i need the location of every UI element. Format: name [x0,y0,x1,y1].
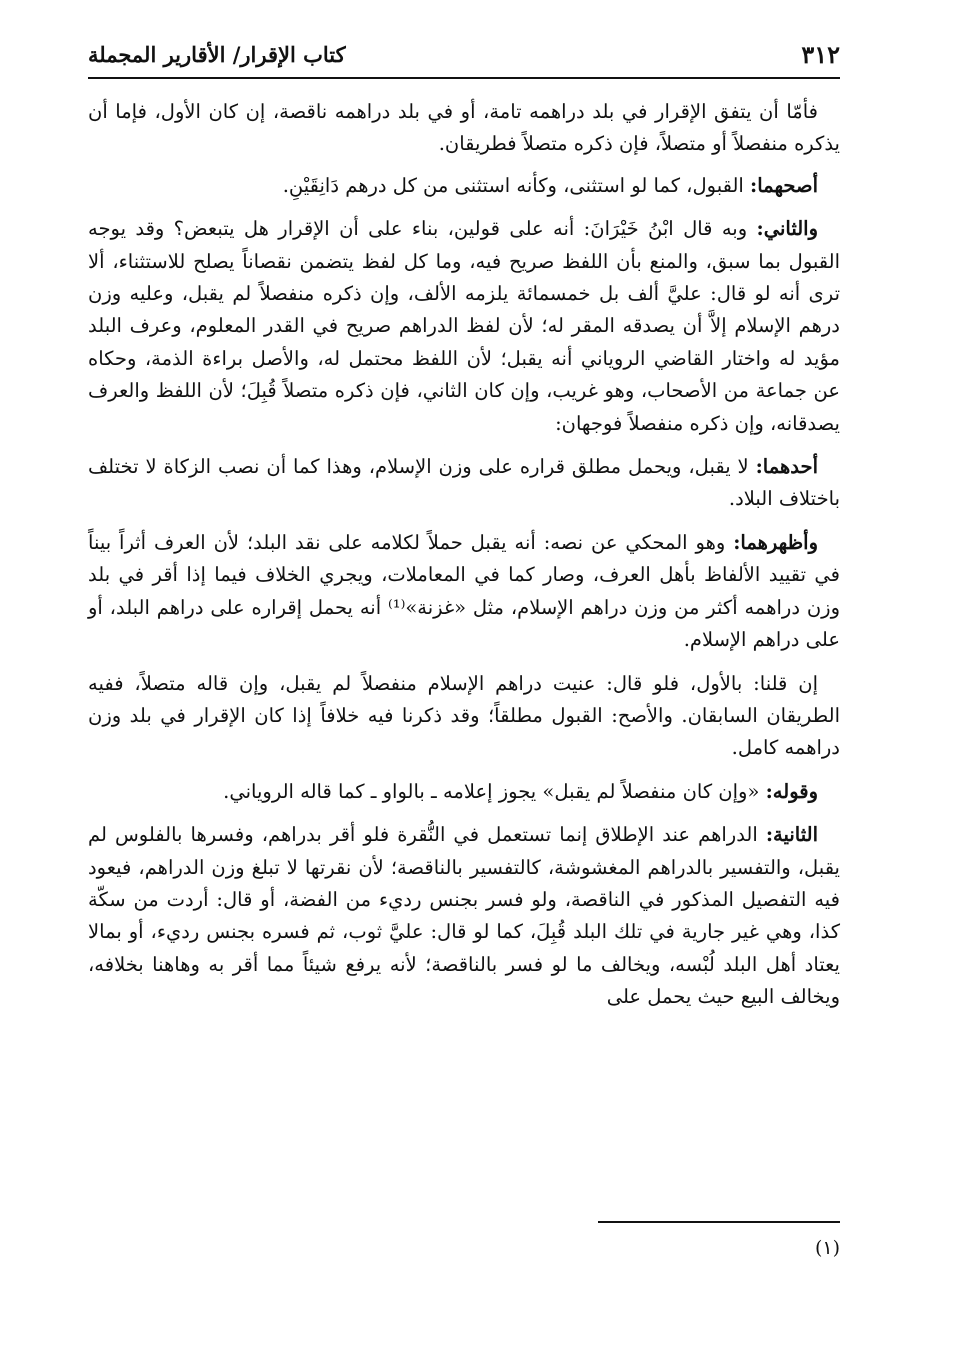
paragraph-heading: والثاني: [756,217,818,241]
running-title: كتاب الإقرار/ الأقارير المجملة [88,42,346,67]
paragraph: والثاني: وبه قال ابْنُ خَيْرَانَ: أنه على قولين، بناء على أن الإقرار هل يتبعض؟ وقد يوجه القبول بما سبق، والمنع بأن اللفظ صريح فيه، وما كل لفظ يتضمن نقصاناً يصلح للاستثناء، ألا ترى أنه لو قال: عليَّ ألف بل خمسمائة يلزمه الألف، وإن ذكره منفصلاً لم يقبل، وعليه وزن درهم الإسلام إلاَّ أن يصدقه المقر له؛ لأن لفظ الدراهم صريح في القدر المعلوم، وعرف البلد مؤيد له واختار القاضي الروياني أنه يقبل؛ لأن اللفظ محتمل له، والأصل براءة الذمة، وحكاه عن جماعة من الأصحاب، وهو غريب، وإن كان الثاني، فإن ذكره متصلاً قُبِلَ؛ لأن اللفظ والعرف يصدقانه، وإن ذكره منفصلاً فوجهان: [88,217,840,435]
paragraph-heading: وقوله: [765,779,818,803]
paragraph: الثانية: الدراهم عند الإطلاق إنما تستعمل في النُّقرة فلو أقر بدراهم، وفسرها بالفلوس لم يقبل، والتفسير بالدراهم المغشوشة، كالتفسير بالناقصة؛ لأن نقرتها لا تبلغ وزن الدراهم، فيعود فيه التفصيل المذكور في الناقصة، ولو فسر بجنس رديء من الفضة، أو قال: أردت من سكّة كذا، وهي غير جارية في تلك البلد قُبِلَ، كما لو قال: عليَّ ثوب، ثم فسره بجنس رديء، أو بمالا يعتاد أهل البلد لُبْسه، ويخالف ما لو فسر بالناقصة؛ لأنه يرفع شيئاً مما أقر به وهاهنا بخلافه، ويخالف البيع حيث يحمل على [88,823,840,1009]
page-number: ٣١٢ [801,40,840,69]
main-text [88,96,840,1025]
paragraph: وقوله: «وإن كان منفصلاً لم يقبل» يجوز إعلامه ـ بالواو ـ كما قاله الروياني. [223,779,818,803]
footnote [88,1234,840,1262]
footnote-divider [598,1221,840,1223]
paragraph-heading: أحدهما: [755,455,818,479]
paragraph-heading: الثانية: [765,823,818,847]
paragraph: وأظهرهما: وهو المحكي عن نصه: أنه يقبل حملاً لكلامه على نقد البلد؛ لأن العرف أثراً بيناً في تقييد الألفاظ بأهل العرف، وصار كما في المعاملات، ويجري الخلاف فيما إذا أقر في بلد وزن دراهمه أكثر من وزن دراهم الإسلام، مثل «غزنة»⁽¹⁾ أنه يحمل إقراره على دراهم البلد، أو على دراهم الإسلام. [88,530,840,652]
paragraph-heading: وأظهرهما: [733,530,818,554]
paragraph: أصحهما: القبول، كما لو استثنى، وكأنه استثنى من كل درهم دَانِقَيْنِ. [282,173,818,197]
paragraph: إن قلنا: بالأول، فلو قال: عنيت دراهم الإسلام منفصلاً لم يقبل، وإن قاله متصلاً، ففيه الطريقان السابقان. والأصح: القبول مطلقاً؛ وقد ذكرنا فيه خلافاً إذا كان الإقرار في بلد وزن دراهمه كامل. [88,671,840,760]
running-header [88,38,840,72]
footnote-marker: (١) [814,1237,840,1259]
paragraph-heading: أصحهما: [750,173,818,197]
paragraph: أحدهما: لا يقبل، ويحمل مطلق قراره على وزن الإسلام، وهذا كما أن نصب الزكاة لا تختلف باختلاف البلاد. [88,455,840,511]
paragraph: فأمّا أن يتفق الإقرار في بلد دراهمه تامة، أو في بلد دراهمه ناقصة، إن كان الأول، فإما أن يذكره منفصلاً أو متصلاً، فإن ذكره متصلاً فطريقان. [88,100,840,156]
header-divider [88,77,840,79]
